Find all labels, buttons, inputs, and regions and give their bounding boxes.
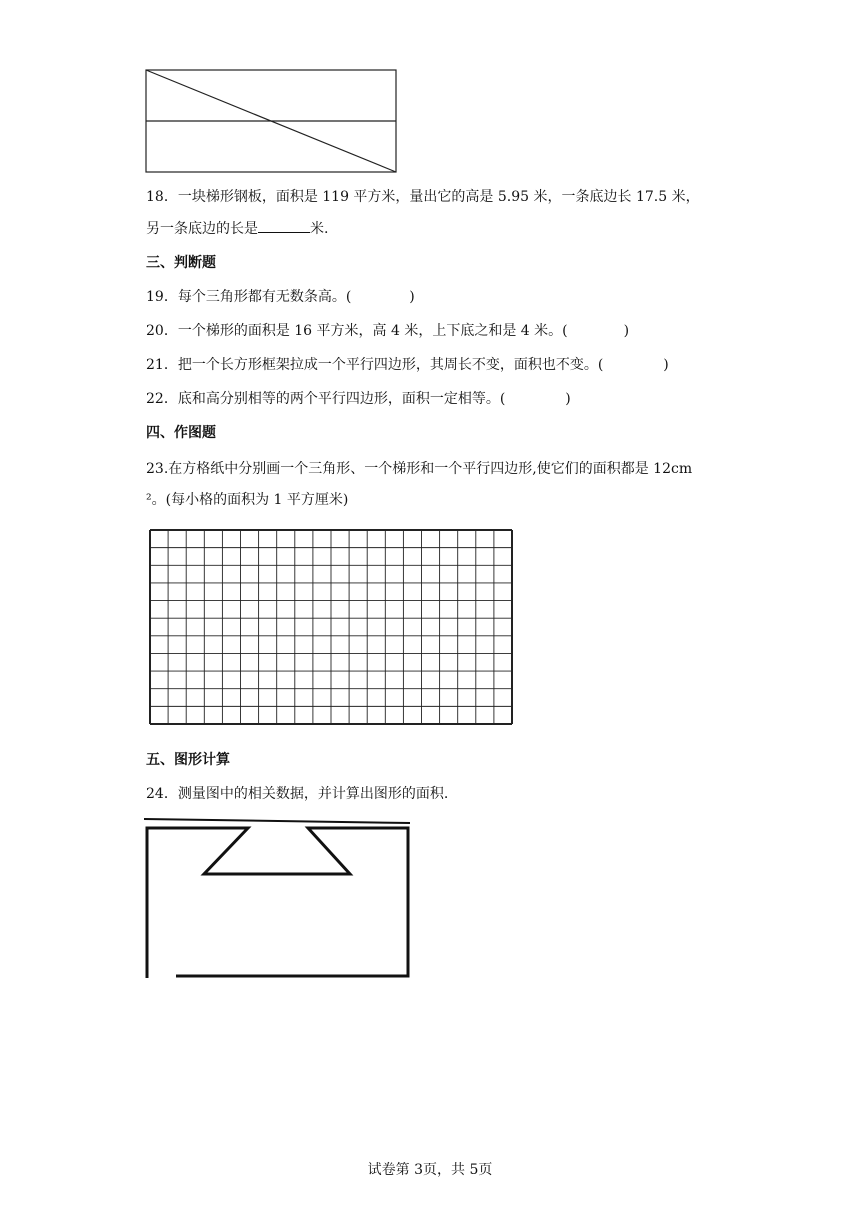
question-20: 20．一个梯形的面积是 16 平方米，高 4 米，上下底之和是 4 米。( ) [146,323,630,339]
question-18-line-2: 另一条底边的长是 米. [146,218,328,239]
question-22: 22．底和高分别相等的两个平行四边形，面积一定相等。( ) [146,391,571,407]
answer-blank[interactable] [258,218,310,233]
question-18-line-1: 18．一块梯形钢板，面积是 119 平方米，量出它的高是 5.95 米，一条底边长 17.5 米， [146,189,700,205]
section-4-title: 四、作图题 [146,425,216,441]
section-5-title: 五、图形计算 [146,752,230,768]
question-23-line-1: 23.在方格纸中分别画一个三角形、一个梯形和一个平行四边形,使它们的面积都是 12cm [146,461,693,477]
rectangle-diagonal-figure [144,68,398,174]
page-footer: 试卷第 3页，共 5页 [367,1162,493,1178]
square-grid-paper[interactable] [148,528,514,726]
question-19: 19．每个三角形都有无数条高。( ) [146,289,415,305]
question-23-line-2: ²。(每小格的面积为 1 平方厘米) [146,492,349,508]
section-3-title: 三、判断题 [146,255,216,271]
rectangle-with-trapezoid-notch-figure [142,816,414,982]
question-24: 24．测量图中的相关数据，并计算出图形的面积. [146,786,449,802]
question-21: 21．把一个长方形框架拉成一个平行四边形，其周长不变，面积也不变。( ) [146,357,669,373]
